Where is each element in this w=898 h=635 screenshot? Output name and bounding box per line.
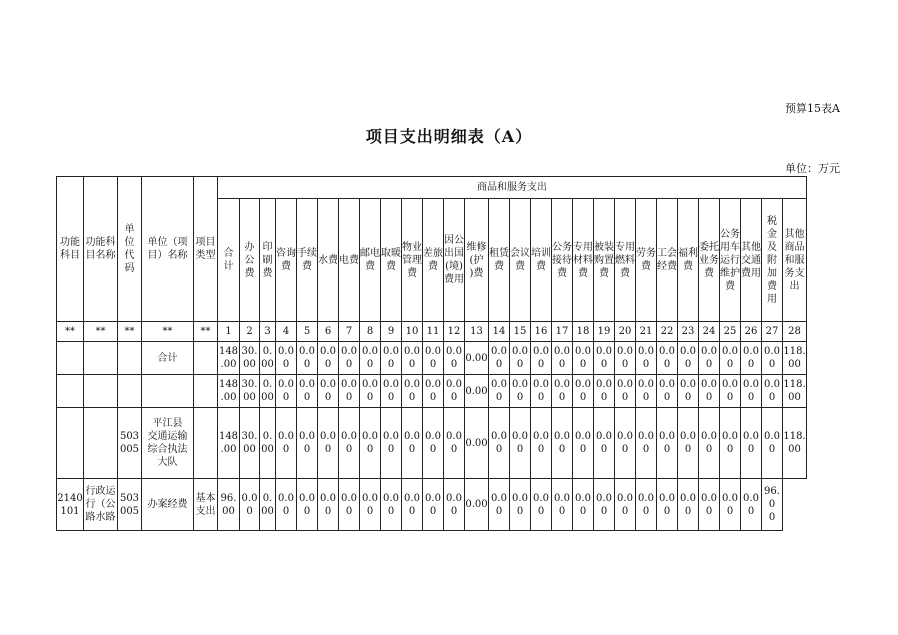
index-cell: 16 <box>531 322 552 342</box>
table-cell: 0.0 0 <box>510 342 531 375</box>
table-cell: 0.0 0 <box>318 342 339 375</box>
sub-header-cell: 咨询 费 <box>276 199 297 322</box>
table-cell: 0.00 <box>465 342 489 375</box>
table-cell: 0.00 <box>465 479 489 531</box>
table-row <box>57 479 807 531</box>
table-cell: 0.0 0 <box>402 375 423 408</box>
table-cell: 0.0 0 <box>615 342 636 375</box>
table-cell: 0.0 0 <box>402 479 423 531</box>
table-cell: 0.0 0 <box>531 342 552 375</box>
table-row <box>57 342 807 375</box>
header-cell: 项目 类型 <box>194 177 218 322</box>
page-title: 项目支出明细表（A） <box>365 127 533 146</box>
table-cell: 96.0 0 <box>762 479 783 531</box>
index-cell: 5 <box>297 322 318 342</box>
header-cell: 功能 科目 <box>57 177 84 322</box>
table-cell: 0.0 0 <box>615 408 636 479</box>
table-cell: 0.0 0 <box>402 408 423 479</box>
table-cell: 148 .00 <box>218 342 240 375</box>
table-cell: 0.00 <box>465 408 489 479</box>
index-cell: 26 <box>741 322 762 342</box>
table-cell: 0.0 0 <box>552 408 573 479</box>
table-cell: 0.0 0 <box>318 375 339 408</box>
index-cell: 25 <box>720 322 741 342</box>
index-cell: 14 <box>489 322 510 342</box>
table-cell: 0.0 0 <box>444 342 465 375</box>
table-cell: 0.0 0 <box>636 342 657 375</box>
group-header-cell: 商品和服务支出 <box>218 177 807 199</box>
table-cell: 行政运 行（公 路水路 <box>84 479 118 531</box>
table-cell: 0.0 0 <box>762 408 783 479</box>
table-cell: 0.0 0 <box>423 342 444 375</box>
table-cell <box>57 375 84 408</box>
table-cell: 0.0 0 <box>720 408 741 479</box>
table-cell: 0.0 0 <box>510 408 531 479</box>
index-cell: 20 <box>615 322 636 342</box>
table-cell: 0.0 0 <box>762 342 783 375</box>
table-cell <box>57 408 84 479</box>
table-cell: 0.0 0 <box>423 375 444 408</box>
table-cell: 148 .00 <box>218 375 240 408</box>
sub-header-cell: 维修 (护 )费 <box>465 199 489 322</box>
index-cell: 21 <box>636 322 657 342</box>
table-cell <box>194 375 218 408</box>
table-cell: 0.0 0 <box>297 342 318 375</box>
table-cell: 0.0 0 <box>699 479 720 531</box>
table-cell: 2140 101 <box>57 479 84 531</box>
table-cell: 0.0 0 <box>678 375 699 408</box>
sub-header-cell: 税 金 及 附 加 费 用 <box>762 199 783 322</box>
table-cell: 0.0 0 <box>678 342 699 375</box>
index-cell: 7 <box>339 322 360 342</box>
index-cell: 11 <box>423 322 444 342</box>
table-cell: 0.0 0 <box>741 375 762 408</box>
table-cell: 0.0 0 <box>297 375 318 408</box>
index-cell: 6 <box>318 322 339 342</box>
table-cell: 0.0 0 <box>339 479 360 531</box>
table-cell: 0.0 0 <box>276 408 297 479</box>
sub-header-cell: 培训 费 <box>531 199 552 322</box>
table-cell: 0. 00 <box>260 408 276 479</box>
table-cell: 30. 00 <box>240 342 260 375</box>
index-cell: 9 <box>381 322 402 342</box>
table-cell: 0.0 0 <box>489 342 510 375</box>
table-number-label: 预算15表A <box>785 102 840 115</box>
table-cell: 0.0 0 <box>531 375 552 408</box>
table-cell: 0.0 0 <box>381 342 402 375</box>
table-cell: 0.0 0 <box>552 479 573 531</box>
table-cell <box>118 342 142 375</box>
table-cell: 0.0 0 <box>741 342 762 375</box>
table-cell: 503 005 <box>118 408 142 479</box>
index-cell: 4 <box>276 322 297 342</box>
header-cell: 单位（项 目）名称 <box>142 177 194 322</box>
sub-header-cell: 物业 管理 费 <box>402 199 423 322</box>
index-cell: ** <box>57 322 84 342</box>
table-cell: 0.0 0 <box>552 375 573 408</box>
table-cell: 0.0 0 <box>720 375 741 408</box>
table-cell <box>84 408 118 479</box>
table-cell: 0.0 0 <box>402 342 423 375</box>
index-cell: 8 <box>360 322 381 342</box>
sub-header-cell: 取暖 费 <box>381 199 402 322</box>
table-cell: 0.0 0 <box>573 408 594 479</box>
index-cell: 13 <box>465 322 489 342</box>
table-cell: 118. 00 <box>783 408 807 479</box>
sub-header-cell: 被装 购置 费 <box>594 199 615 322</box>
table-cell: 0.0 0 <box>381 479 402 531</box>
table-cell: 0.0 0 <box>678 408 699 479</box>
index-cell: ** <box>142 322 194 342</box>
table-cell: 0.0 0 <box>678 479 699 531</box>
table-cell: 0.0 0 <box>276 342 297 375</box>
sub-header-cell: 办公 费 <box>240 199 260 322</box>
sub-header-cell: 因公 出国 (境) 费用 <box>444 199 465 322</box>
sub-header-cell: 工会 经费 <box>657 199 678 322</box>
table-cell: 0.0 0 <box>489 408 510 479</box>
index-cell: 1 <box>218 322 240 342</box>
sub-header-cell: 专用 燃料 费 <box>615 199 636 322</box>
sub-header-cell: 电费 <box>339 199 360 322</box>
table-cell: 0.0 0 <box>240 479 260 531</box>
table-cell: 0.0 0 <box>573 342 594 375</box>
sub-header-cell: 公务 用车 运行 维护 费 <box>720 199 741 322</box>
index-cell: 23 <box>678 322 699 342</box>
table-cell: 0.0 0 <box>297 479 318 531</box>
table-cell: 0.0 0 <box>720 342 741 375</box>
index-cell: 24 <box>699 322 720 342</box>
table-cell: 0.0 0 <box>594 342 615 375</box>
table-cell: 0.0 0 <box>720 479 741 531</box>
table-cell: 0.0 0 <box>531 479 552 531</box>
index-cell: 27 <box>762 322 783 342</box>
table-cell: 118. 00 <box>783 342 807 375</box>
table-row <box>57 408 807 479</box>
table-cell: 0.0 0 <box>510 375 531 408</box>
table-cell: 0.0 0 <box>381 408 402 479</box>
table-cell: 0.0 0 <box>276 479 297 531</box>
index-cell: ** <box>118 322 142 342</box>
table-cell: 0.0 0 <box>594 479 615 531</box>
table-cell: 0.0 0 <box>339 408 360 479</box>
table-cell: 0.0 0 <box>594 408 615 479</box>
sub-header-cell: 公务 接待 费 <box>552 199 573 322</box>
table-cell: 0.0 0 <box>657 408 678 479</box>
sub-header-cell: 邮电 费 <box>360 199 381 322</box>
table-cell: 0.0 0 <box>360 408 381 479</box>
table-cell: 0.00 <box>465 375 489 408</box>
sub-header-cell: 合 计 <box>218 199 240 322</box>
header-cell: 功能科 目名称 <box>84 177 118 322</box>
table-cell: 0. 00 <box>260 375 276 408</box>
table-cell: 0.0 0 <box>615 479 636 531</box>
table-cell: 0.0 0 <box>762 375 783 408</box>
table-cell: 0.0 0 <box>444 408 465 479</box>
unit-label: 单位：万元 <box>785 162 840 175</box>
sub-header-cell: 会议 费 <box>510 199 531 322</box>
table-cell: 0.0 0 <box>699 408 720 479</box>
table-cell: 0.0 0 <box>318 408 339 479</box>
table-row <box>57 375 807 408</box>
table-cell <box>84 342 118 375</box>
index-cell: 19 <box>594 322 615 342</box>
table-cell: 0.0 0 <box>657 375 678 408</box>
index-cell: 2 <box>240 322 260 342</box>
table-cell: 0.0 0 <box>552 342 573 375</box>
index-cell: 12 <box>444 322 465 342</box>
table-cell: 基本 支出 <box>194 479 218 531</box>
table-cell: 0. 00 <box>260 342 276 375</box>
table-cell: 0.0 0 <box>699 342 720 375</box>
table-cell <box>57 342 84 375</box>
table-cell: 0.0 0 <box>360 479 381 531</box>
table-cell: 0.0 0 <box>423 408 444 479</box>
table-cell: 0.0 0 <box>657 342 678 375</box>
table-cell <box>142 375 194 408</box>
table-cell: 0.0 0 <box>360 375 381 408</box>
expenditure-table <box>56 176 807 531</box>
table-cell: 96. 00 <box>218 479 240 531</box>
table-cell: 办案经费 <box>142 479 194 531</box>
table-cell: 0.0 0 <box>297 408 318 479</box>
table-cell: 0.0 0 <box>657 479 678 531</box>
index-cell: ** <box>84 322 118 342</box>
table-cell: 0.0 0 <box>741 479 762 531</box>
table-cell: 0.0 0 <box>573 479 594 531</box>
table-cell: 0.0 0 <box>699 375 720 408</box>
table-cell <box>194 342 218 375</box>
sub-header-cell: 租赁 费 <box>489 199 510 322</box>
sub-header-cell: 其他 商品 和服 务支 出 <box>783 199 807 322</box>
index-cell: ** <box>194 322 218 342</box>
index-cell: 17 <box>552 322 573 342</box>
table-cell: 0.0 0 <box>339 342 360 375</box>
table-cell: 118. 00 <box>783 375 807 408</box>
table-cell: 0.0 0 <box>339 375 360 408</box>
table-cell: 0.0 0 <box>360 342 381 375</box>
table-cell: 0.0 0 <box>318 479 339 531</box>
table-cell: 0.0 0 <box>510 479 531 531</box>
sub-header-cell: 手续 费 <box>297 199 318 322</box>
table-cell: 0.0 0 <box>741 408 762 479</box>
sub-header-cell: 福利 费 <box>678 199 699 322</box>
table-cell: 0.0 0 <box>444 479 465 531</box>
table-cell: 148 .00 <box>218 408 240 479</box>
table-cell <box>194 408 218 479</box>
table-cell <box>84 375 118 408</box>
table-cell: 0.0 0 <box>531 408 552 479</box>
table-cell: 0.0 0 <box>636 479 657 531</box>
table-cell: 0.0 0 <box>489 479 510 531</box>
header-cell: 单 位 代 码 <box>118 177 142 322</box>
sub-header-cell: 水费 <box>318 199 339 322</box>
sub-header-cell: 专用 材料 费 <box>573 199 594 322</box>
table-cell: 0.0 0 <box>594 375 615 408</box>
table-cell: 30. 00 <box>240 408 260 479</box>
table-cell: 平江县 交通运输 综合执法 大队 <box>142 408 194 479</box>
sub-header-cell: 其他 交通 费用 <box>741 199 762 322</box>
table-cell: 0.0 0 <box>489 375 510 408</box>
table-cell: 0.0 0 <box>381 375 402 408</box>
index-cell: 10 <box>402 322 423 342</box>
table-cell <box>118 375 142 408</box>
table-cell: 0.0 0 <box>573 375 594 408</box>
table-cell: 0.0 0 <box>444 375 465 408</box>
index-cell: 22 <box>657 322 678 342</box>
table-cell: 0.0 0 <box>423 479 444 531</box>
table-cell: 0. 00 <box>260 479 276 531</box>
sub-header-cell: 委托 业务 费 <box>699 199 720 322</box>
table-cell: 0.0 0 <box>636 375 657 408</box>
sub-header-cell: 劳务 费 <box>636 199 657 322</box>
index-cell: 3 <box>260 322 276 342</box>
table-cell: 0.0 0 <box>636 408 657 479</box>
index-cell: 18 <box>573 322 594 342</box>
table-cell: 合计 <box>142 342 194 375</box>
table-cell: 0.0 0 <box>615 375 636 408</box>
table-cell: 30. 00 <box>240 375 260 408</box>
index-cell: 15 <box>510 322 531 342</box>
sub-header-cell: 差旅 费 <box>423 199 444 322</box>
table-cell: 503 005 <box>118 479 142 531</box>
sub-header-cell: 印 刷 费 <box>260 199 276 322</box>
table-cell: 0.0 0 <box>276 375 297 408</box>
index-cell: 28 <box>783 322 807 342</box>
